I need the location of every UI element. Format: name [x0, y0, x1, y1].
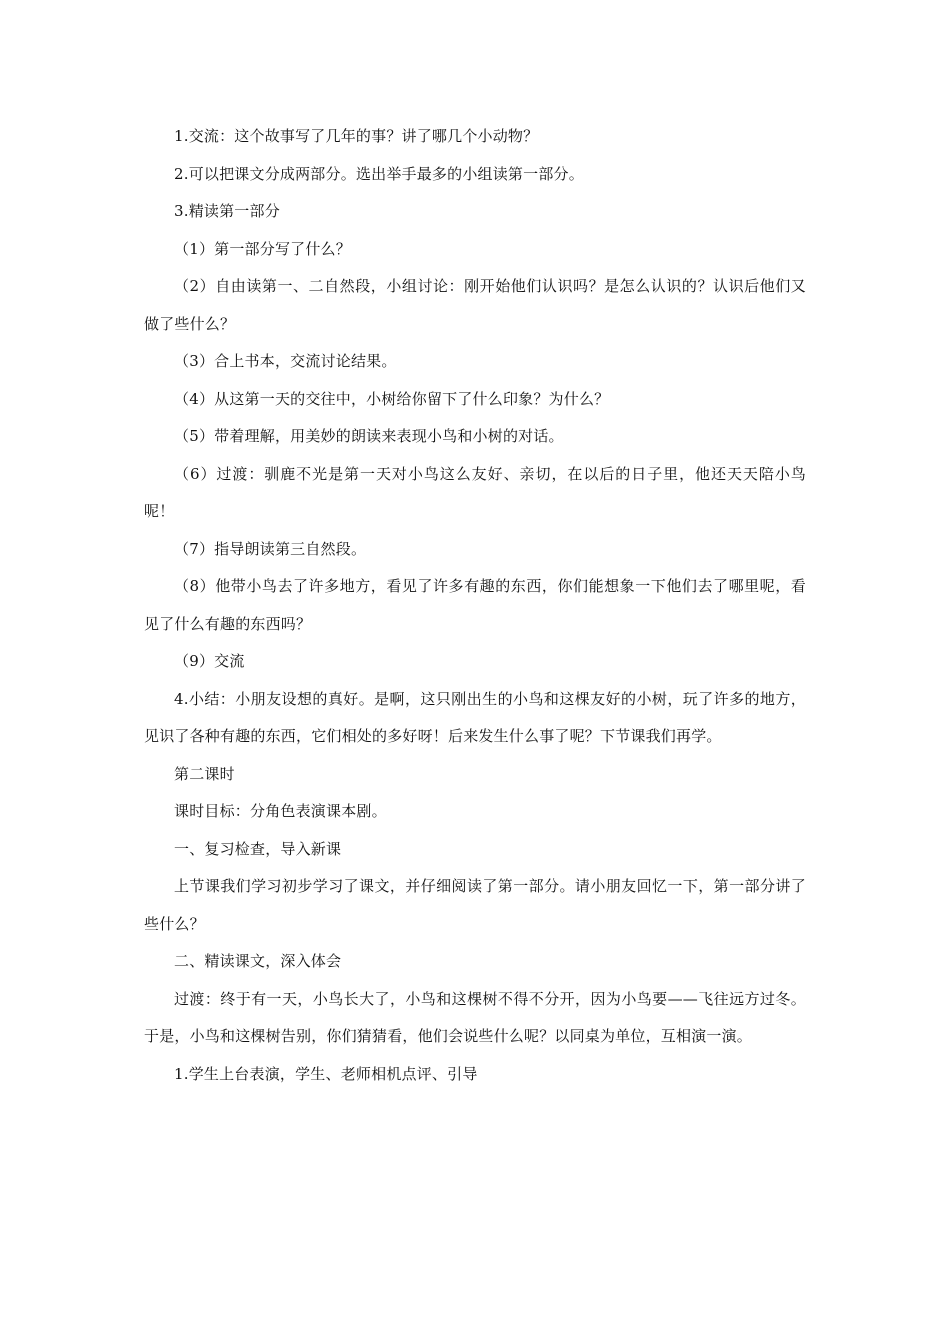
paragraph-step-7: （7）指导朗读第三自然段。	[174, 539, 367, 558]
paragraph-divide-text: 2.可以把课文分成两部分。选出举手最多的小组读第一部分。	[174, 164, 584, 183]
paragraph-step-2: （2）自由读第一、二自然段，小组讨论：刚开始他们认识吗？是怎么认识的？认识后他们又做了些什么？	[144, 277, 806, 333]
paragraph-step-9: （9）交流	[174, 652, 245, 670]
paragraph-student-performance: 1.学生上台表演，学生、老师相机点评、引导	[174, 1064, 478, 1083]
paragraph-summary: 4.小结：小朋友设想的真好。是啊，这只刚出生的小鸟和这棵友好的小树，玩了许多的地方，见识了各种有趣的东西，它们相处的多好呀！后来发生什么事了呢？下节课我们再学。	[144, 689, 806, 745]
paragraph-step-3: （3）合上书本，交流讨论结果。	[174, 352, 397, 370]
section-heading-intensive-reading: 二、精读课文，深入体会	[174, 952, 342, 970]
document-body	[144, 118, 806, 1093]
paragraph-step-4: （4）从这第一天的交往中，小树给你留下了什么印象？为什么？	[174, 389, 610, 408]
paragraph-transition: 过渡：终于有一天，小鸟长大了，小鸟和这棵树不得不分开，因为小鸟要——飞往远方过冬。于是，小鸟和这棵树告别，你们猜猜看，他们会说些什么呢？以同桌为单位，互相演一演。	[144, 989, 806, 1045]
paragraph-lesson-goal: 课时目标：分角色表演课本剧。	[174, 802, 387, 820]
paragraph-intensive-reading-heading: 3.精读第一部分	[174, 202, 280, 220]
section-heading-review: 一、复习检查，导入新课	[174, 839, 342, 858]
paragraph-step-8: （8）他带小鸟去了许多地方，看见了许多有趣的东西，你们能想象一下他们去了哪里呢，看见了什么有趣的东西吗？	[144, 577, 806, 633]
paragraph-review-text: 上节课我们学习初步学习了课文，并仔细阅读了第一部分。请小朋友回忆一下，第一部分讲了些什么？	[144, 877, 806, 933]
section-heading-second-lesson: 第二课时	[174, 764, 235, 783]
paragraph-discussion-question: 1.交流：这个故事写了几年的事？讲了哪几个小动物？	[174, 127, 539, 145]
paragraph-step-1: （1）第一部分写了什么？	[174, 239, 351, 258]
paragraph-step-5: （5）带着理解，用美妙的朗读来表现小鸟和小树的对话。	[174, 427, 564, 445]
paragraph-step-6: （6）过渡：驯鹿不光是第一天对小鸟这么友好、亲切，在以后的日子里，他还天天陪小鸟呢！	[144, 464, 806, 520]
